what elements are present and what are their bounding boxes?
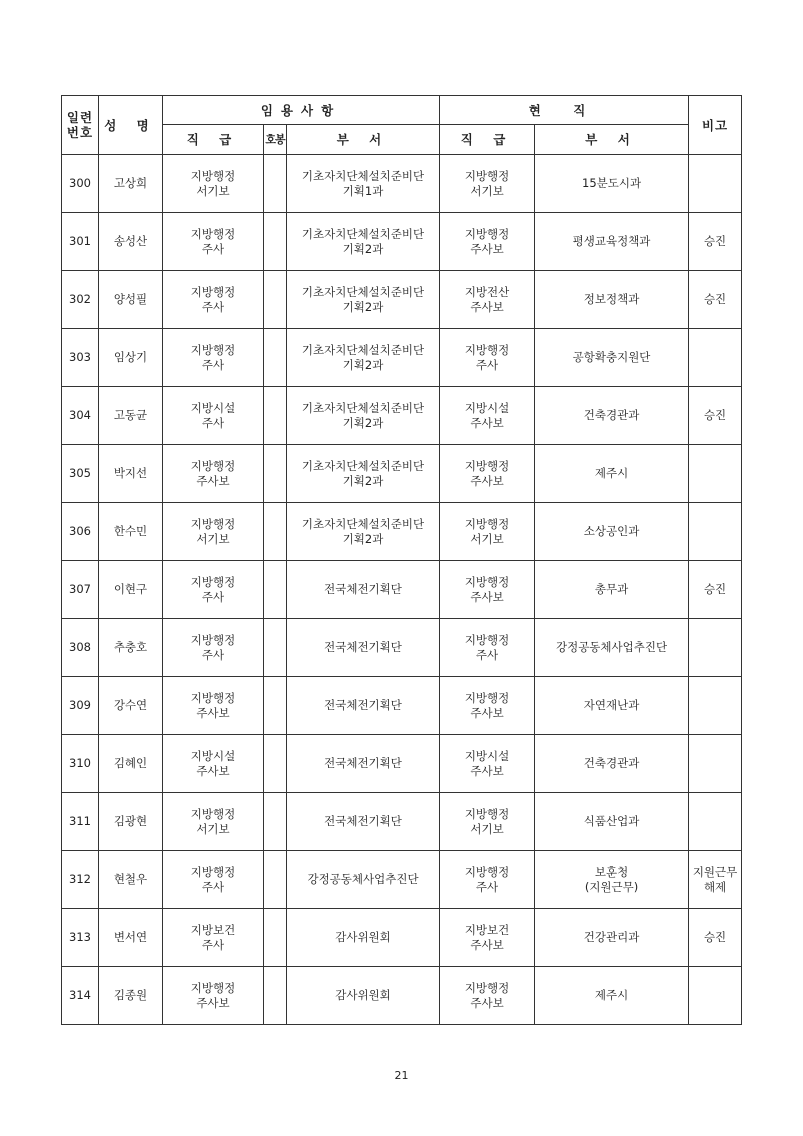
appointed-dept-cell: 강정공동체사업추진단 bbox=[287, 851, 440, 909]
appointed-grade-cell: 지방행정 주사보 bbox=[163, 677, 264, 735]
table-row bbox=[62, 561, 742, 619]
hobong-cell bbox=[264, 445, 287, 503]
appointed-grade-cell: 지방보건 주사 bbox=[163, 909, 264, 967]
current-dept-cell: 건축경관과 bbox=[535, 387, 689, 445]
appointed-grade-cell: 지방행정 주사보 bbox=[163, 445, 264, 503]
current-dept-cell: 정보정책과 bbox=[535, 271, 689, 329]
name-cell: 송성산 bbox=[99, 213, 163, 271]
current-dept-cell: 소상공인과 bbox=[535, 503, 689, 561]
remarks-cell: 승진 bbox=[689, 387, 742, 445]
current-grade-cell: 지방행정 서기보 bbox=[440, 793, 535, 851]
table-row bbox=[62, 793, 742, 851]
appointed-dept-cell: 기초자치단체설치준비단 기획2과 bbox=[287, 445, 440, 503]
appointed-dept-cell: 기초자치단체설치준비단 기획2과 bbox=[287, 503, 440, 561]
header-current-grade: 직 급 bbox=[440, 125, 535, 155]
appointed-grade-cell: 지방행정 서기보 bbox=[163, 503, 264, 561]
appointed-grade-cell: 지방시설 주사 bbox=[163, 387, 264, 445]
current-grade-cell: 지방행정 서기보 bbox=[440, 503, 535, 561]
current-dept-cell: 식품산업과 bbox=[535, 793, 689, 851]
current-grade-cell: 지방행정 주사보 bbox=[440, 561, 535, 619]
table-row bbox=[62, 909, 742, 967]
current-dept-cell: 15분도시과 bbox=[535, 155, 689, 213]
remarks-cell bbox=[689, 155, 742, 213]
hobong-cell bbox=[264, 793, 287, 851]
appointed-grade-cell: 지방행정 서기보 bbox=[163, 793, 264, 851]
current-grade-cell: 지방시설 주사보 bbox=[440, 387, 535, 445]
remarks-cell bbox=[689, 329, 742, 387]
remarks-cell bbox=[689, 503, 742, 561]
serial-number-cell: 312 bbox=[62, 851, 99, 909]
serial-number-cell: 301 bbox=[62, 213, 99, 271]
remarks-cell: 승진 bbox=[689, 561, 742, 619]
serial-number-cell: 302 bbox=[62, 271, 99, 329]
hobong-cell bbox=[264, 503, 287, 561]
name-cell: 김종원 bbox=[99, 967, 163, 1025]
current-grade-cell: 지방행정 주사보 bbox=[440, 967, 535, 1025]
header-name: 성 명 bbox=[99, 96, 163, 155]
appointed-dept-cell: 전국체전기획단 bbox=[287, 619, 440, 677]
current-dept-cell: 건강관리과 bbox=[535, 909, 689, 967]
appointed-grade-cell: 지방행정 주사 bbox=[163, 619, 264, 677]
serial-number-cell: 314 bbox=[62, 967, 99, 1025]
serial-number-cell: 308 bbox=[62, 619, 99, 677]
header-hobong: 호봉 bbox=[264, 125, 287, 155]
appointed-dept-cell: 기초자치단체설치준비단 기획2과 bbox=[287, 213, 440, 271]
appointed-dept-cell: 감사위원회 bbox=[287, 909, 440, 967]
table-row bbox=[62, 503, 742, 561]
name-cell: 한수민 bbox=[99, 503, 163, 561]
current-grade-cell: 지방행정 주사보 bbox=[440, 677, 535, 735]
remarks-cell: 승진 bbox=[689, 213, 742, 271]
table-row bbox=[62, 329, 742, 387]
remarks-cell bbox=[689, 735, 742, 793]
hobong-cell bbox=[264, 561, 287, 619]
header-dept: 부 서 bbox=[287, 125, 440, 155]
current-dept-cell: 자연재난과 bbox=[535, 677, 689, 735]
table-row bbox=[62, 213, 742, 271]
serial-number-cell: 305 bbox=[62, 445, 99, 503]
appointed-grade-cell: 지방행정 주사 bbox=[163, 213, 264, 271]
current-dept-cell: 제주시 bbox=[535, 967, 689, 1025]
hobong-cell bbox=[264, 619, 287, 677]
table-body bbox=[62, 155, 742, 1025]
remarks-cell bbox=[689, 793, 742, 851]
current-grade-cell: 지방행정 주사보 bbox=[440, 213, 535, 271]
remarks-cell bbox=[689, 445, 742, 503]
appointed-dept-cell: 전국체전기획단 bbox=[287, 735, 440, 793]
page-number: 21 bbox=[394, 1069, 409, 1082]
appointed-dept-cell: 기초자치단체설치준비단 기획2과 bbox=[287, 271, 440, 329]
header-current: 현 직 bbox=[440, 96, 689, 125]
table-row bbox=[62, 677, 742, 735]
appointed-dept-cell: 전국체전기획단 bbox=[287, 561, 440, 619]
appointed-dept-cell: 기초자치단체설치준비단 기획2과 bbox=[287, 387, 440, 445]
current-grade-cell: 지방행정 주사 bbox=[440, 851, 535, 909]
personnel-table bbox=[61, 95, 742, 1025]
appointed-dept-cell: 감사위원회 bbox=[287, 967, 440, 1025]
hobong-cell bbox=[264, 967, 287, 1025]
current-dept-cell: 건축경관과 bbox=[535, 735, 689, 793]
table-row bbox=[62, 735, 742, 793]
remarks-cell bbox=[689, 967, 742, 1025]
hobong-cell bbox=[264, 271, 287, 329]
name-cell: 김광현 bbox=[99, 793, 163, 851]
current-dept-cell: 총무과 bbox=[535, 561, 689, 619]
header-serial: 일련 번호 bbox=[62, 96, 99, 155]
appointed-grade-cell: 지방시설 주사보 bbox=[163, 735, 264, 793]
appointed-grade-cell: 지방행정 주사 bbox=[163, 851, 264, 909]
current-grade-cell: 지방행정 주사보 bbox=[440, 445, 535, 503]
name-cell: 현철우 bbox=[99, 851, 163, 909]
name-cell: 이현구 bbox=[99, 561, 163, 619]
serial-number-cell: 313 bbox=[62, 909, 99, 967]
table-row bbox=[62, 619, 742, 677]
current-grade-cell: 지방시설 주사보 bbox=[440, 735, 535, 793]
header-appointment: 임용사항 bbox=[163, 96, 440, 125]
hobong-cell bbox=[264, 735, 287, 793]
current-grade-cell: 지방행정 주사 bbox=[440, 619, 535, 677]
serial-number-cell: 304 bbox=[62, 387, 99, 445]
table-row bbox=[62, 967, 742, 1025]
appointed-grade-cell: 지방행정 주사 bbox=[163, 271, 264, 329]
serial-number-cell: 306 bbox=[62, 503, 99, 561]
hobong-cell bbox=[264, 387, 287, 445]
serial-number-cell: 307 bbox=[62, 561, 99, 619]
remarks-cell: 지원근무 해제 bbox=[689, 851, 742, 909]
remarks-cell: 승진 bbox=[689, 909, 742, 967]
table-row bbox=[62, 387, 742, 445]
current-grade-cell: 지방보건 주사보 bbox=[440, 909, 535, 967]
table-row bbox=[62, 155, 742, 213]
remarks-cell bbox=[689, 677, 742, 735]
appointed-dept-cell: 기초자치단체설치준비단 기획1과 bbox=[287, 155, 440, 213]
hobong-cell bbox=[264, 329, 287, 387]
appointed-dept-cell: 기초자치단체설치준비단 기획2과 bbox=[287, 329, 440, 387]
remarks-cell bbox=[689, 619, 742, 677]
table-row bbox=[62, 271, 742, 329]
current-dept-cell: 강정공동체사업추진단 bbox=[535, 619, 689, 677]
appointed-grade-cell: 지방행정 서기보 bbox=[163, 155, 264, 213]
name-cell: 강수연 bbox=[99, 677, 163, 735]
table-row bbox=[62, 851, 742, 909]
name-cell: 고동균 bbox=[99, 387, 163, 445]
table-row bbox=[62, 445, 742, 503]
appointed-grade-cell: 지방행정 주사보 bbox=[163, 967, 264, 1025]
serial-number-cell: 300 bbox=[62, 155, 99, 213]
current-grade-cell: 지방행정 서기보 bbox=[440, 155, 535, 213]
name-cell: 임상기 bbox=[99, 329, 163, 387]
appointed-dept-cell: 전국체전기획단 bbox=[287, 677, 440, 735]
name-cell: 박지선 bbox=[99, 445, 163, 503]
serial-number-cell: 310 bbox=[62, 735, 99, 793]
header-grade: 직 급 bbox=[163, 125, 264, 155]
current-grade-cell: 지방행정 주사 bbox=[440, 329, 535, 387]
appointed-grade-cell: 지방행정 주사 bbox=[163, 329, 264, 387]
appointed-grade-cell: 지방행정 주사 bbox=[163, 561, 264, 619]
current-dept-cell: 공항확충지원단 bbox=[535, 329, 689, 387]
hobong-cell bbox=[264, 213, 287, 271]
serial-number-cell: 311 bbox=[62, 793, 99, 851]
name-cell: 추충호 bbox=[99, 619, 163, 677]
header-current-dept: 부 서 bbox=[535, 125, 689, 155]
serial-number-cell: 303 bbox=[62, 329, 99, 387]
current-dept-cell: 보훈청 (지원근무) bbox=[535, 851, 689, 909]
name-cell: 김혜인 bbox=[99, 735, 163, 793]
name-cell: 양성필 bbox=[99, 271, 163, 329]
serial-number-cell: 309 bbox=[62, 677, 99, 735]
remarks-cell: 승진 bbox=[689, 271, 742, 329]
current-dept-cell: 평생교육정책과 bbox=[535, 213, 689, 271]
name-cell: 고상희 bbox=[99, 155, 163, 213]
hobong-cell bbox=[264, 851, 287, 909]
current-dept-cell: 제주시 bbox=[535, 445, 689, 503]
header-remarks: 비고 bbox=[689, 96, 742, 155]
current-grade-cell: 지방전산 주사보 bbox=[440, 271, 535, 329]
appointed-dept-cell: 전국체전기획단 bbox=[287, 793, 440, 851]
hobong-cell bbox=[264, 677, 287, 735]
hobong-cell bbox=[264, 909, 287, 967]
hobong-cell bbox=[264, 155, 287, 213]
name-cell: 변서연 bbox=[99, 909, 163, 967]
